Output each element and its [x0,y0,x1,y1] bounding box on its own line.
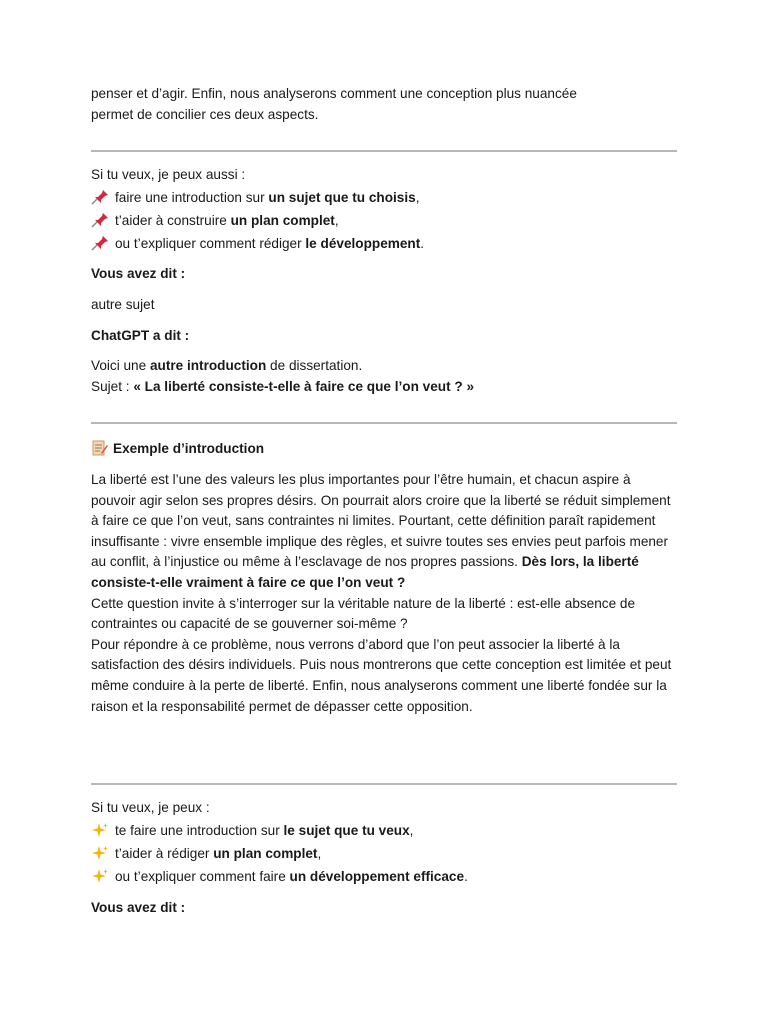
list-item: ou t’expliquer comment rédiger le développement. [91,232,681,255]
divider [91,150,677,152]
list-item: te faire une introduction sur le sujet que tu veux, [91,819,681,842]
memo-icon [91,440,109,456]
assistant-reply [91,356,681,397]
intro-paragraph: La liberté est l’une des valeurs les plus importantes pour l’être humain, et chacun aspire à pouvoir agir selon ses propres désirs. On pourrait alors croire que la liberté se réduit simplement à faire ce que l’on veut, sans contraintes ni limites. Pourtant, cette définition paraît rapidement insuffisante : vivre ensemble implique des règles, et suivre toutes ses envies peut parfois mener au conflit, à l’injustice ou même à l’esclavage de nos propres passions. Dès lors, la liberté consiste-t-elle vraiment à faire ce que l’on veut ? [91,472,671,590]
text-line: permet de concilier ces deux aspects. [91,106,319,122]
example-heading: Exemple d’introduction [91,439,681,459]
user-message: autre sujet [91,297,155,312]
text-line: penser et d’agir. Enfin, nous analyserons comment une conception plus nuancée [91,86,577,101]
offer-list [91,798,681,888]
sparkles-icon [91,845,109,861]
list-item: t’aider à rédiger un plan complet, [91,842,681,865]
divider [91,422,677,424]
assistant-label: ChatGPT a dit : [91,328,190,343]
list-item: t’aider à construire un plan complet, [91,209,681,232]
user-label: Vous avez dit : [91,266,186,281]
offer-list [91,165,681,255]
plan-paragraph: Pour répondre à ce problème, nous verrons d’abord que l’on peut associer la liberté à la satisfaction des désirs individuels. Puis nous montrerons que cette conception est limitée et peut même conduire à la perte de liberté. Enfin, nous analyserons comment une liberté fondée sur la raison et la responsabilité permet de dépasser cette opposition. [91,636,672,714]
offer-intro: Si tu veux, je peux : [91,800,210,815]
user-label: Vous avez dit : [91,900,186,915]
sparkles-icon [91,868,109,884]
reply-line: Voici une autre introduction de dissertation. [91,358,363,373]
list-item: faire une introduction sur un sujet que tu choisis, [91,186,681,209]
offer-intro: Si tu veux, je peux aussi : [91,167,246,182]
list-item: ou t’expliquer comment faire un développement efficace. [91,865,681,888]
divider [91,783,677,785]
pushpin-icon [91,189,109,205]
sparkles-icon [91,822,109,838]
pushpin-icon [91,212,109,228]
example-body [91,470,677,717]
subject-line: Sujet : « La liberté consiste-t-elle à faire ce que l’on veut ? » [91,378,475,394]
problem-paragraph: Cette question invite à s’interroger sur la véritable nature de la liberté : est-elle absence de contraintes ou capacité de se gouverner soi-même ? [91,595,636,632]
pushpin-icon [91,235,109,251]
paragraph-continuation [91,84,681,125]
